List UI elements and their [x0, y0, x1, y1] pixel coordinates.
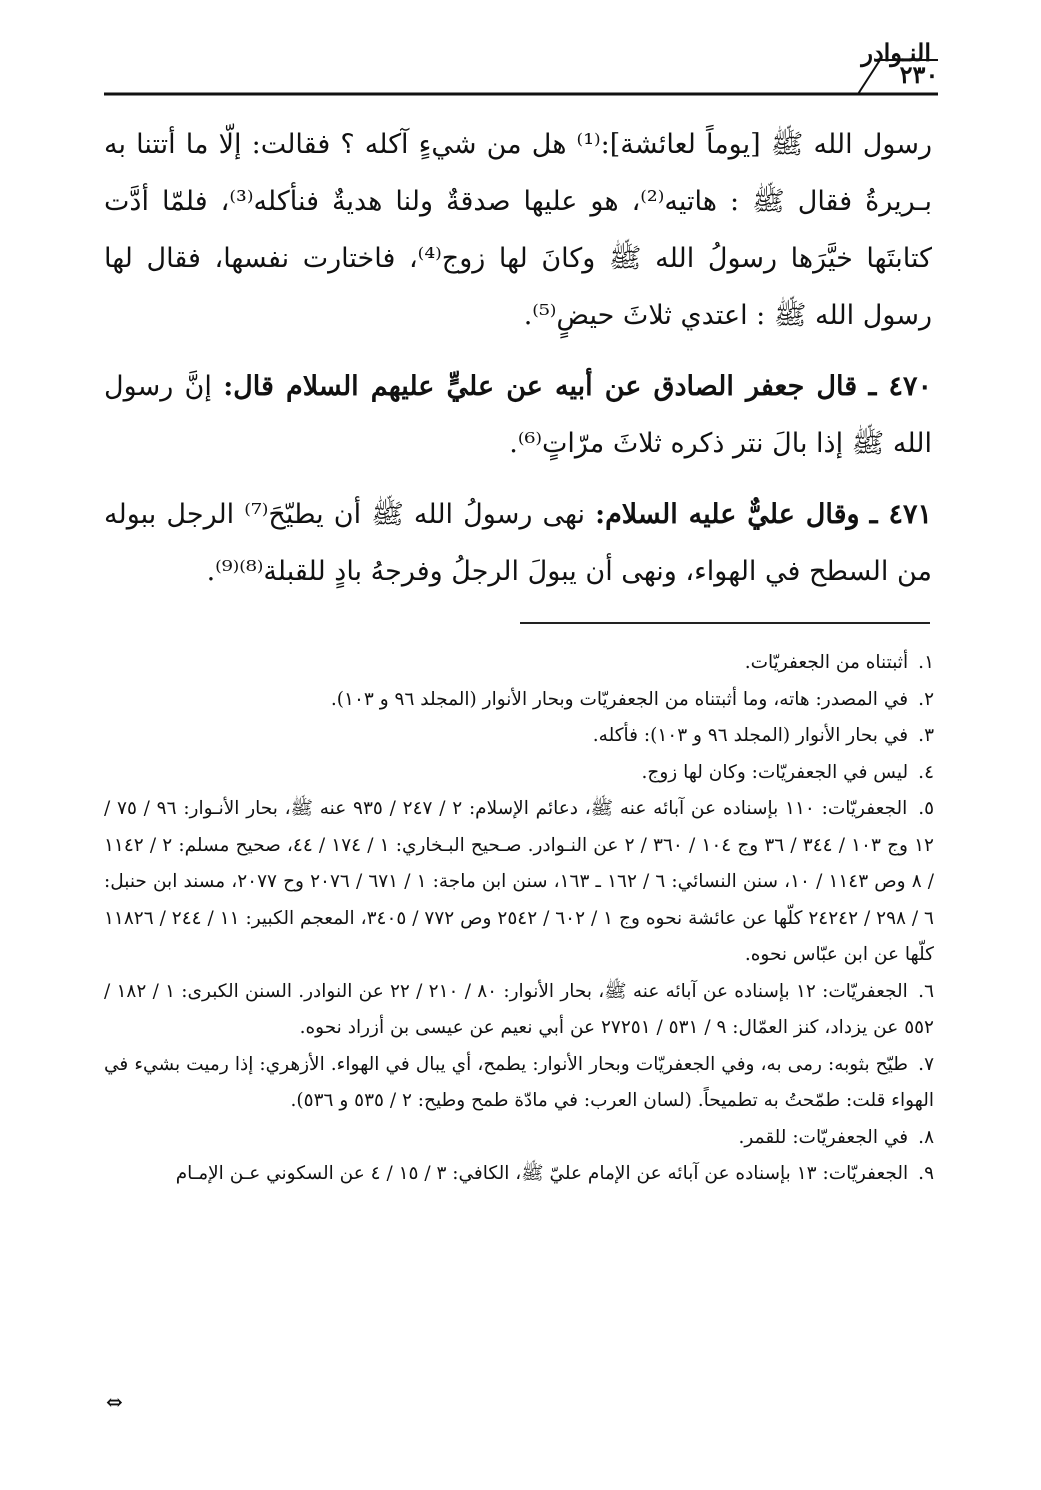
main-text: [104, 116, 932, 600]
footnote-text: أثبتناه من الجعفريّات.: [744, 652, 909, 673]
footnote-text: ليس في الجعفريّات: وكان لها زوج.: [641, 761, 909, 783]
footnote-number: ٧.: [918, 1053, 934, 1075]
footnote-divider: [520, 622, 930, 624]
footnote-item: [104, 682, 934, 719]
footnote-item: [104, 974, 934, 1047]
footnote-text: الجعفريّات: ١٣ بإسناده عن آبائه عن الإمام عليّ ﷺ، الكافي: ٣ / ١٥ / ٤ عن السكوني عـن الإمـام: [175, 1163, 909, 1184]
paragraph-continuation: رسول الله ﷺ [يوماً لعائشة]:⁽¹⁾ هل من شيءٍ آكله ؟ فقالت: إلّا ما أتتنا به بـريرةُ فقال ﷺ : هاتيه⁽²⁾، هو عليها صدقةٌ ولنا هديةٌ فنأكله⁽³⁾، فلمّا أدَّت كتابتَها خيَّرَها رسولُ الله ﷺ وكانَ لها زوج⁽⁴⁾، فاختارت نفسها، فقال لها رسول الله ﷺ : اعتدي ثلاثَ حيضٍ⁽⁵⁾.: [104, 129, 932, 331]
footnote-number: ٨.: [918, 1126, 934, 1148]
hadith-chain: قال جعفر الصادق عن أبيه عن عليٍّ عليهم السلام قال:: [223, 371, 858, 402]
footnotes: [104, 645, 934, 1193]
footnote-item: [104, 791, 934, 974]
hadith-number: ٤٧١ ـ: [869, 499, 933, 530]
footnote-item: [104, 755, 934, 792]
footnote-text: في المصدر: هاته، وما أثبتناه من الجعفريّات وبحار الأنوار (المجلد ٩٦ و ١٠٣).: [330, 688, 909, 710]
hadith-text: نهى رسولُ الله ﷺ أن يطيّحَ⁽⁷⁾ الرجل ببوله من السطح في الهواء، ونهى أن يبولَ الرجلُ وفرجهُ بادٍ للقبلة⁽⁸⁾⁽⁹⁾.: [104, 499, 932, 587]
hadith-text: إنَّ رسول الله ﷺ إذا بالَ نتر ذكره ثلاثَ مرّاتٍ⁽⁶⁾.: [104, 371, 932, 459]
running-title: النـوادر: [861, 38, 931, 67]
footnote-number: ٤.: [918, 761, 934, 783]
footnote-item: [104, 1156, 934, 1193]
hadith-471: [104, 486, 932, 600]
footnote-number: ١.: [918, 652, 934, 673]
footnote-text: الجعفريّات: ١١٠ بإسناده عن آبائه عنه ﷺ، دعائم الإسلام: ٢ / ٢٤٧ / ٩٣٥ عنه ﷺ، بحار الأنـوار: ٩٦ / ٧٥ / ١٢ وج ١٠٣ / ٣٤٤ / ٣٦ وج ١٠٤ / ٣٦٠ / ٢ عن النـوادر. صـحيح البـخاري: ١ / ١٧٤ / ٤٤، صحيح مسلم: ٢ / ١١٤٢ / ٨ وص ١١٤٣ / ١٠، سنن النسائي: ٦ / ١٦٢ ـ ١٦٣، سنن ابن ماجة: ١ / ٦٧١ / ٢٠٧٦ وح ٢٠٧٧، مسند ابن حنبل: ٦ / ٢٩٨ / ٢٤٢٤٢ كلّها عن عائشة نحوه وج ١ / ٦٠٢ / ٢٥٤٢ وص ٧٧٢ / ٣٤٠٥، المعجم الكبير: ١١ / ٢٤٤ / ١١٨٢٦ كلّها عن ابن عبّاس نحوه.: [104, 798, 935, 965]
footnote-number: ٥.: [918, 798, 935, 819]
page-number: ٢٣٠: [899, 60, 939, 89]
footnote-number: ٩.: [918, 1163, 934, 1184]
footnote-text: الجعفريّات: ١٢ بإسناده عن آبائه عنه ﷺ، بحار الأنوار: ٨٠ / ٢١٠ / ٢٢ عن النوادر. السنن الكبرى: ١ / ١٨٢ / ٥٥٢ عن يزداد، كنز العمّال: ٩ / ٥٣١ / ٢٧٢٥١ عن أبي نعيم عن عيسى بن أزراد نحوه.: [104, 980, 934, 1038]
footnote-item: [104, 718, 934, 755]
footnote-number: ٦.: [918, 980, 934, 1002]
hadith-470: [104, 358, 932, 472]
footnote-item: [104, 645, 934, 682]
hadith-number: ٤٧٠ ـ: [868, 371, 933, 402]
footnote-text: في الجعفريّات: للقمر.: [738, 1126, 909, 1148]
footnote-text: طيّح بثوبه: رمى به، وفي الجعفريّات وبحار الأنوار: يطمح، أي يبال في الهواء. الأزهري: إذا رميت بشيء في الهواء قلت: طمّحتُ به تطميحاً. (لسان العرب: في مادّة طمح وطيح: ٢ / ٥٣٥ و ٥٣٦).: [104, 1053, 934, 1111]
footnote-text: في بحار الأنوار (المجلد ٩٦ و ١٠٣): فأكله.: [592, 725, 909, 746]
footnote-item: [104, 1120, 934, 1157]
hadith-chain: وقال عليٌّ عليه السلام:: [595, 499, 860, 530]
footnote-number: ٣.: [918, 725, 934, 746]
footnote-number: ٢.: [918, 688, 934, 710]
continuation-mark: ⇔: [106, 1390, 123, 1414]
footnote-item: [104, 1047, 934, 1120]
